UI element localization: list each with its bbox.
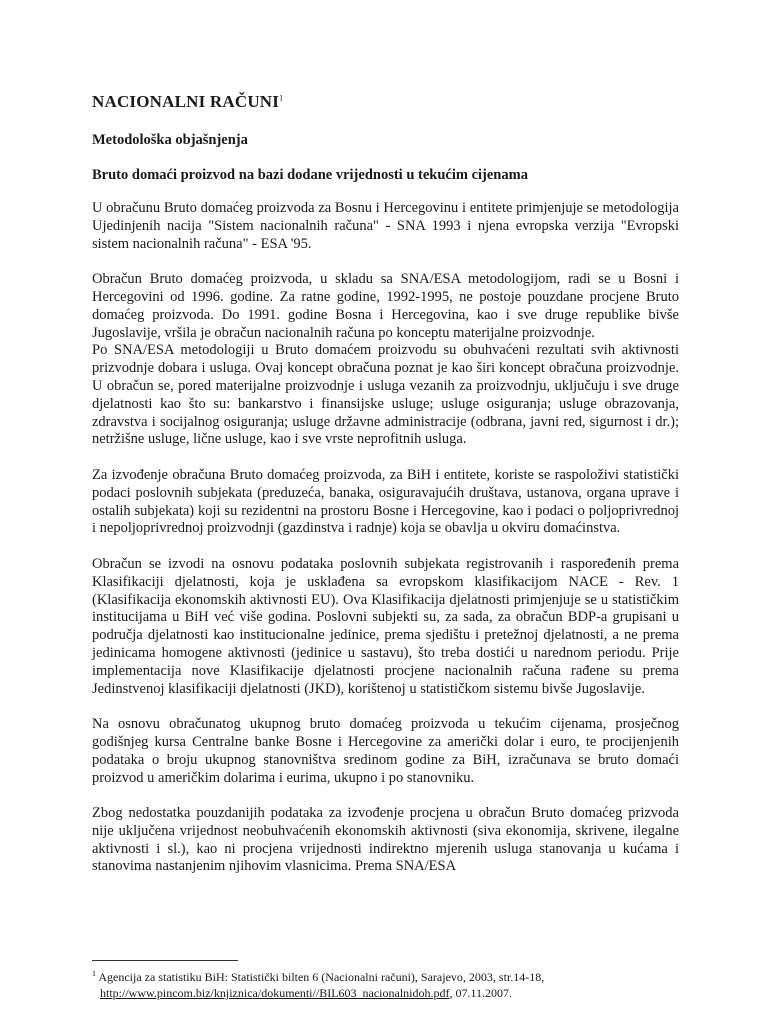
footnote-reference: 1	[279, 93, 284, 103]
footnote-date: , 07.11.2007.	[449, 986, 513, 1000]
subtitle: Metodološka objašnjenja	[92, 132, 248, 148]
paragraph: U obračunu Bruto domaćeg proizvoda za Bosnu i Hercegovinu i entitete primjenjuje se metodologija Ujedinjenih nacija "Sistem nacionalnih računa" - SNA 1993 i njena evropska verzija "Evropski sistem nacionalnih računa" - ESA '95.	[92, 200, 679, 252]
document-page	[92, 0, 679, 1024]
paragraph: Za izvođenje obračuna Bruto domaćeg proizvoda, za BiH i entitete, koriste se raspoloživi statistički podaci poslovnih subjekata (preduzeća, banaka, osiguravajućih društava, ustanova, organa uprave i ostalih subjekata) koji su rezidentni na prostoru Bosne i Hercegovine, kao i podaci o poljoprivrednoj i nepoljoprivrednoj proizvodnji (gazdinstva i radnje) koja se obavlja u okviru domaćinstva.	[92, 466, 679, 537]
footnote-link[interactable]: http://www.pincom.biz/knjiznica/dokumenti//BIL603_nacionalnidoh.pdf	[100, 986, 450, 1000]
footnote-divider	[92, 960, 238, 961]
body-text	[92, 200, 679, 894]
paragraph: Obračun se izvodi na osnovu podataka poslovnih subjekata registrovanih i raspoređenih prema Klasifikaciji djelatnosti, koja je usklađena sa evropskom klasifikacijom NACE - Rev. 1 (Klasifikacija ekonomskih aktivnosti EU). Ova Klasifikacija djelatnosti primjenjuje se u statističkim institucijama u BiH već više godina. Poslovni subjekti su, za sada, za obračun BDP-a grupisani u područja djelatnosti kao institucionalne jedinice, prema sjedištu i pretežnoj djelatnosti, a ne prema jedinicama homogene aktivnosti (jedinice u sastavu), što treba dostići u narednom periodu. Prije implementacija nove Klasifikacije djelatnosti procjene nacionalnih računa rađene su prema Jedinstvenoj klasifikaciji djelatnosti (JKD), korištenoj u statističkom sistemu bivše Jugoslavije.	[92, 555, 679, 697]
page-title	[92, 92, 283, 112]
footnote-text: Agencija za statistiku BiH: Statistički bilten 6 (Nacionalni računi), Sarajevo, 2003, str.14-18,	[98, 970, 545, 984]
paragraph: Obračun Bruto domaćeg proizvoda, u skladu sa SNA/ESA metodologijom, radi se u Bosni i Hercegovini od 1996. godine. Za ratne godine, 1992-1995, ne postoje pouzdane procjene Bruto domaćeg proizvoda. Do 1991. godine Bosna i Hercegovina, kao i sve druge republike bivše Jugoslavije, vršila je obračun nacionalnih računa po konceptu materijalne proizvodnje.	[92, 271, 679, 341]
footnote-mark: 1	[92, 969, 96, 978]
page-title-text: NACIONALNI RAČUNI	[92, 92, 280, 111]
footnote	[92, 966, 679, 1001]
paragraph: Na osnovu obračunatog ukupnog bruto domaćeg proizvoda u tekućim cijenama, prosječnog godišnjeg kursa Centralne banke Bosne i Hercegovine za američki dolar i euro, te procijenjenih podataka o broju ukupnog stanovništva sredinom godine za BiH, izračunava se bruto domaći proizvod u američkim dolarima i eurima, ukupno i po stanovniku.	[92, 716, 679, 786]
footnote-source-line	[92, 985, 679, 1001]
paragraph: Po SNA/ESA metodologiji u Bruto domaćem proizvodu su obuhvaćeni rezultati svih aktivnosti prizvodnje dobara i usluga. Ovaj koncept obračuna poznat je kao širi koncept obračuna proizvodnje. U obračun se, pored materijalne proizvodnje i usluga vezanih za proizvodnju, uključuju i sve druge djelatnosti kao što su: bankarstvo i finansijske usluge; usluge osiguranja; usluge obrazovanja, zdravstva i socijalnog osiguranja; usluge državne administracije (odbrana, javni red, sigurnost i dr.); netržišne usluge, lične usluge, kao i sve vrste neprofitnih usluga.	[92, 342, 679, 448]
paragraph: Zbog nedostatka pouzdanijih podataka za izvođenje procjena u obračun Bruto domaćeg prizvoda nije uključena vrijednost neobuhvaćenih ekonomskih aktivnosti (siva ekonomija, skrivene, ilegalne aktivnosti i sl.), kao ni procjena vrijednosti indirektno mjerenih usluga stanovanja u kućama i stanovima nastanjenim njihovim vlasnicima. Prema SNA/ESA	[92, 805, 679, 875]
section-heading: Bruto domaći proizvod na bazi dodane vrijednosti u tekućim cijenama	[92, 167, 528, 183]
